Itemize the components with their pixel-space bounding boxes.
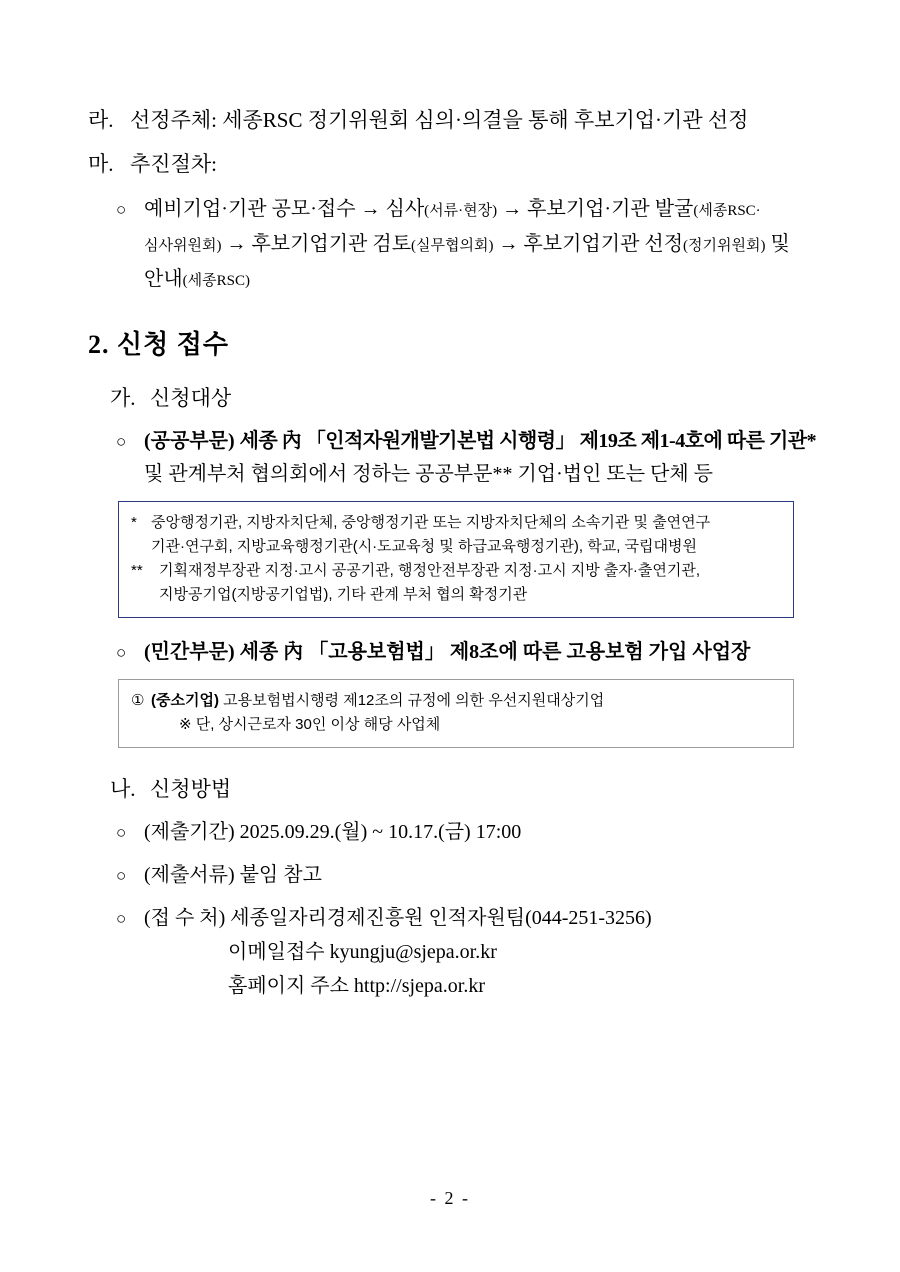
list-text-public <box>144 425 828 491</box>
process-line1-c: → 후보기업·기관 발굴 <box>497 198 694 220</box>
process-line2-c: (실무협의회) <box>411 238 494 254</box>
apply-value-1: 붙임 참고 <box>239 864 322 886</box>
note-marker-circled-one: ① <box>131 692 145 709</box>
process-line3-a: 안내 <box>144 268 183 290</box>
list-item-apply-0 <box>88 816 828 849</box>
note-text-private <box>151 689 781 713</box>
process-line2-f: 및 <box>765 233 790 255</box>
note-text-2-line1: 기획재정부장관 지정·고시 공공기관, 행정안전부장관 지정·고시 지방 출자·출연기관, <box>159 562 700 579</box>
apply-value-2: 세종일자리경제진흥원 인적자원팀(044-251-3256) <box>230 907 652 929</box>
contact-block <box>88 935 828 1003</box>
apply-label-1: (제출서류) <box>144 864 235 886</box>
note-marker-blank-private <box>131 713 151 737</box>
note-marker-blank-1 <box>131 535 151 559</box>
list-text-ra: 선정주체: 세종RSC 정기위원회 심의·의결을 통해 후보기업·기관 선정 <box>130 108 749 132</box>
note-line-1-cont <box>131 535 781 559</box>
process-line2-e: (정기위원회) <box>683 238 766 254</box>
list-text-apply-0 <box>144 816 828 849</box>
note-box-private <box>118 679 794 748</box>
list-marker-ma: 마. <box>88 152 114 176</box>
list-marker-ra: 라. <box>88 108 114 132</box>
list-marker-public: ○ <box>116 432 127 451</box>
private-line: 세종 內 「고용보험법」 제8조에 따른 고용보험 가입 사업장 <box>239 641 751 663</box>
list-text-process <box>144 193 828 298</box>
list-marker-apply-1: ○ <box>116 866 127 885</box>
note-private-text: 고용보험법시행령 제12조의 규정에 의한 우선지원대상기업 <box>223 692 605 709</box>
public-line1: 세종 內 「인적자원개발기본법 시행령」 제19조 제1-4호에 따른 기관* <box>239 430 817 452</box>
note-private-sub: ※ 단, 상시근로자 30인 이상 해당 사업체 <box>179 716 441 733</box>
list-text-apply-2 <box>144 902 828 935</box>
sub-marker-na: 나. <box>110 777 136 801</box>
sub-text-ga: 신청대상 <box>150 386 232 410</box>
list-marker-apply-2: ○ <box>116 909 127 928</box>
process-line2-d: → 후보기업기관 선정 <box>493 233 684 255</box>
process-line2-a: 심사위원회) <box>144 238 222 254</box>
process-line1-d: (세종RSC· <box>693 203 761 219</box>
list-item-apply-2 <box>88 902 828 935</box>
note-line-2 <box>131 559 781 583</box>
process-line3-b: (세종RSC) <box>182 273 250 289</box>
sub-marker-ga: 가. <box>110 386 136 410</box>
public-line2: 및 관계부처 협의회에서 정하는 공공부문** 기업·법인 또는 단체 등 <box>144 463 713 485</box>
process-line2-b: → 후보기업기관 검토 <box>221 233 412 255</box>
apply-label-2: (접 수 처) <box>144 907 226 929</box>
document-content <box>88 105 828 1003</box>
note-marker-double-asterisk: ** <box>131 562 143 579</box>
list-item-process <box>88 193 828 298</box>
sub-text-na: 신청방법 <box>150 777 232 801</box>
note-line-2-cont <box>131 583 781 607</box>
note-text-1 <box>151 511 781 535</box>
list-text-private <box>144 636 828 669</box>
process-line1-a: 예비기업·기관 공모·접수 → 심사 <box>144 198 425 220</box>
note-private-bold: (중소기업) <box>151 692 219 709</box>
note-marker-blank-2 <box>131 583 159 607</box>
sub-heading-ga <box>88 383 828 413</box>
sub-heading-na <box>88 774 828 804</box>
list-text-apply-1 <box>144 859 828 892</box>
list-item-private-sector <box>88 636 828 669</box>
section-heading-2: 2. 신청 접수 <box>88 330 229 359</box>
note-line-private-1 <box>131 689 781 713</box>
list-item-ra <box>88 105 828 135</box>
note-text-1-line2: 기관·연구회, 지방교육행정기관(시·도교육청 및 하급교육행정기관), 학교, 국립대병원 <box>151 538 697 555</box>
note-line-private-2 <box>131 713 781 737</box>
note-marker-asterisk: * <box>131 514 137 531</box>
list-item-apply-1 <box>88 859 828 892</box>
process-line1-b: (서류·현장) <box>424 203 498 219</box>
contact-email: 이메일접수 kyungju@sjepa.or.kr <box>228 941 497 963</box>
contact-homepage: 홈페이지 주소 http://sjepa.or.kr <box>228 975 486 997</box>
note-box-public <box>118 501 794 618</box>
list-text-ma: 추진절차: <box>130 152 217 176</box>
list-marker-process: ○ <box>116 200 127 219</box>
list-marker-private: ○ <box>116 643 127 662</box>
private-label: (민간부문) <box>144 641 235 663</box>
apply-label-0: (제출기간) <box>144 821 235 843</box>
list-marker-apply-0: ○ <box>116 823 127 842</box>
list-item-ma <box>88 149 828 179</box>
note-text-2-line2: 지방공기업(지방공기업법), 기타 관계 부처 협의 확정기관 <box>159 586 528 603</box>
list-item-public-sector <box>88 425 828 491</box>
page-number: - 2 - <box>430 1188 470 1208</box>
note-line-1 <box>131 511 781 535</box>
apply-value-0: 2025.09.29.(월) ~ 10.17.(금) 17:00 <box>239 821 522 843</box>
note-text-1-line1: 중앙행정기관, 지방자치단체, 중앙행정기관 또는 지방자치단체의 소속기관 및 출연연구 <box>151 514 711 531</box>
public-label: (공공부문) <box>144 430 235 452</box>
